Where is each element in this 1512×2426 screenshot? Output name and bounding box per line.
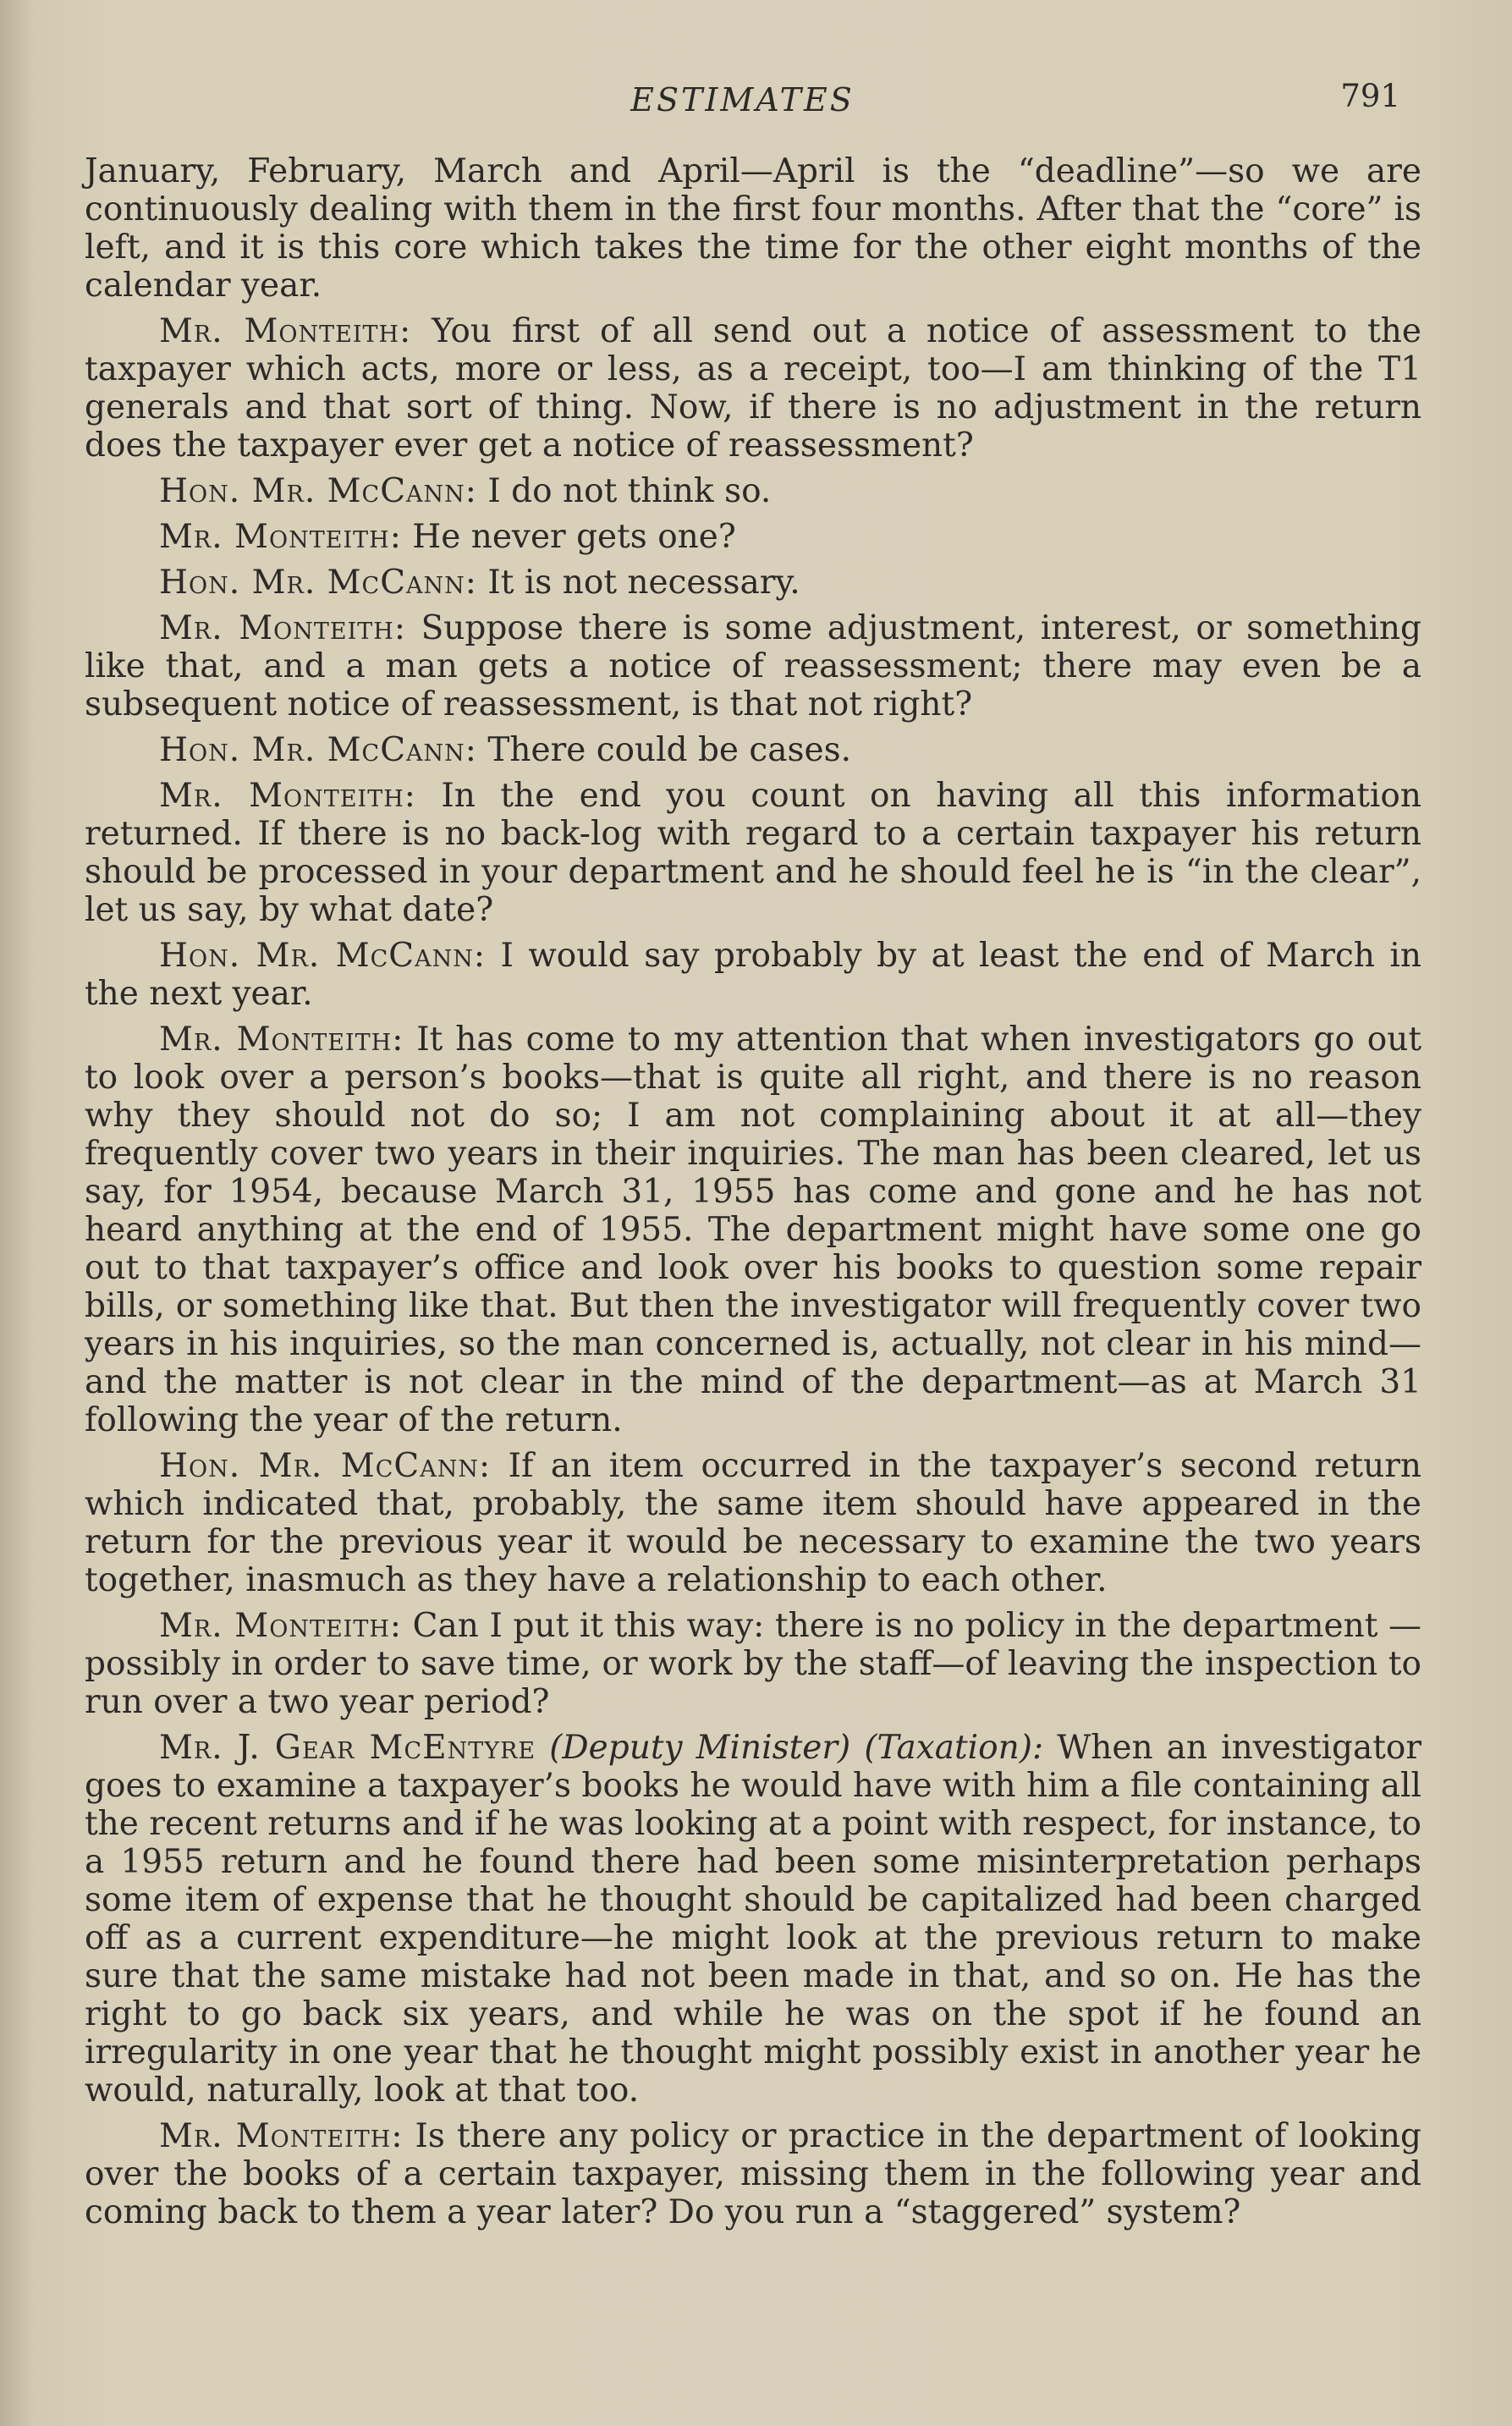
speaker-name: Hon. Mr. McCann: [159, 564, 477, 602]
paragraph [85, 1020, 1421, 1439]
speaker-name: Hon. Mr. McCann: [159, 1447, 492, 1485]
paragraph [85, 472, 1421, 510]
paragraph-text: I do not think so. [487, 472, 772, 510]
speaker-name: Mr. Monteith: [159, 518, 402, 556]
paragraph [85, 2117, 1421, 2231]
paragraph [85, 1607, 1421, 1721]
speaker-name: Hon. Mr. McCann: [159, 731, 477, 769]
paragraph-text: If an item occurred in the taxpayer’s second return which indicated that, probably, the same item should have appeared in the return for the previous year it would be necessary to examine the two years together, inasmuch as they have a relationship to each other. [85, 1447, 1421, 1599]
page-body [85, 152, 1421, 2239]
speaker-name: Mr. Monteith: [159, 1020, 404, 1059]
paragraph [85, 609, 1421, 723]
paragraph-text: There could be cases. [487, 731, 852, 769]
speaker-role: (Deputy Minister) (Taxation): [549, 1729, 1044, 1767]
paragraph-text: He never gets one? [412, 518, 736, 556]
speaker-name: Mr. J. Gear McEntyre [159, 1729, 536, 1767]
paragraph-text: Is there any policy or practice in the department of looking over the books of a certain taxpayer, missing them in the following year and coming back to them a year later? Do you run a “staggered” system? [85, 2117, 1421, 2231]
paragraph-text: You first of all send out a notice of assessment to the taxpayer which acts, more or less, as a receipt, too—I am thinking of the T1 generals and that sort of thing. Now, if there is no adjustment in the return does the taxpayer ever get a notice of reassessment? [85, 312, 1421, 465]
paragraph [85, 777, 1421, 929]
paragraph [85, 731, 1421, 769]
paragraph [85, 1447, 1421, 1599]
paragraph-text: It has come to my attention that when investigators go out to look over a person’s books—that is quite all right, and there is no reason why they should not do so; I am not complaining about it at all—they frequently cover two years in their inquiries. The man has been cleared, let us say, for 1954, because March 31, 1955 has come and gone and he has not heard anything at the end of 1955. The department might have some one go out to that taxpayer’s office and look over his books to question some repair bills, or something like that. But then the investigator will frequently cover two years in his inquiries, so the man concerned is, actually, not clear in his mind—and the matter is not clear in the mind of the department—as at March 31 following the year of the return. [85, 1020, 1421, 1439]
paragraph [85, 1729, 1421, 2110]
running-title: ESTIMATES [630, 81, 855, 118]
paragraph-text: Can I put it this way: there is no policy in the department —possibly in order to save time, or work by the staff—of leaving the inspection to run over a two year period? [85, 1607, 1421, 1721]
paragraph [85, 937, 1421, 1013]
speaker-name: Hon. Mr. McCann: [159, 937, 487, 975]
speaker-name: Mr. Monteith: [159, 2117, 404, 2155]
speaker-name: Mr. Monteith: [159, 1607, 403, 1645]
paragraph [85, 564, 1421, 602]
paragraph-text: I would say probably by at least the end of March in the next year. [85, 937, 1421, 1013]
paragraph [85, 152, 1421, 305]
paragraph-text: When an investigator goes to examine a taxpayer’s books he would have with him a file containing all the recent returns and if he was looking at a point with respect, for instance, to a 1955 return and he found there had been some misinterpretation perhaps some item of expense that he thought should be capitalized had been charged off as a current expenditure—he might look at the previous return to make sure that the same mistake had not been made in that, and so on. He has the right to go back six years, and while he was on the spot if he found an irregularity in one year that he thought might possibly exist in another year he would, naturally, look at that too. [85, 1729, 1421, 2110]
paragraph [85, 312, 1421, 465]
paragraph-text: Suppose there is some adjustment, interest, or something like that, and a man gets a notice of reassessment; there may even be a subsequent notice of reassessment, is that not right? [85, 609, 1421, 723]
page-number: 791 [1340, 78, 1400, 114]
paragraph-text: January, February, March and April—April is the “deadline”—so we are continuously dealing with them in the first four months. After that the “core” is left, and it is this core which takes the time for the other eight months of the calendar year. [85, 152, 1421, 305]
speaker-name: Mr. Monteith: [159, 777, 416, 815]
paragraph [85, 518, 1421, 556]
speaker-name: Mr. Monteith: [159, 609, 406, 647]
running-header [85, 78, 1400, 125]
paragraph-text: In the end you count on having all this information returned. If there is no back-log with regard to a certain taxpayer his return should be processed in your department and he should feel he is “in the clear”, let us say, by what date? [85, 777, 1421, 929]
speaker-name: Hon. Mr. McCann: [159, 472, 477, 510]
paragraph-text: It is not necessary. [487, 564, 800, 602]
speaker-name: Mr. Monteith: [159, 312, 412, 350]
